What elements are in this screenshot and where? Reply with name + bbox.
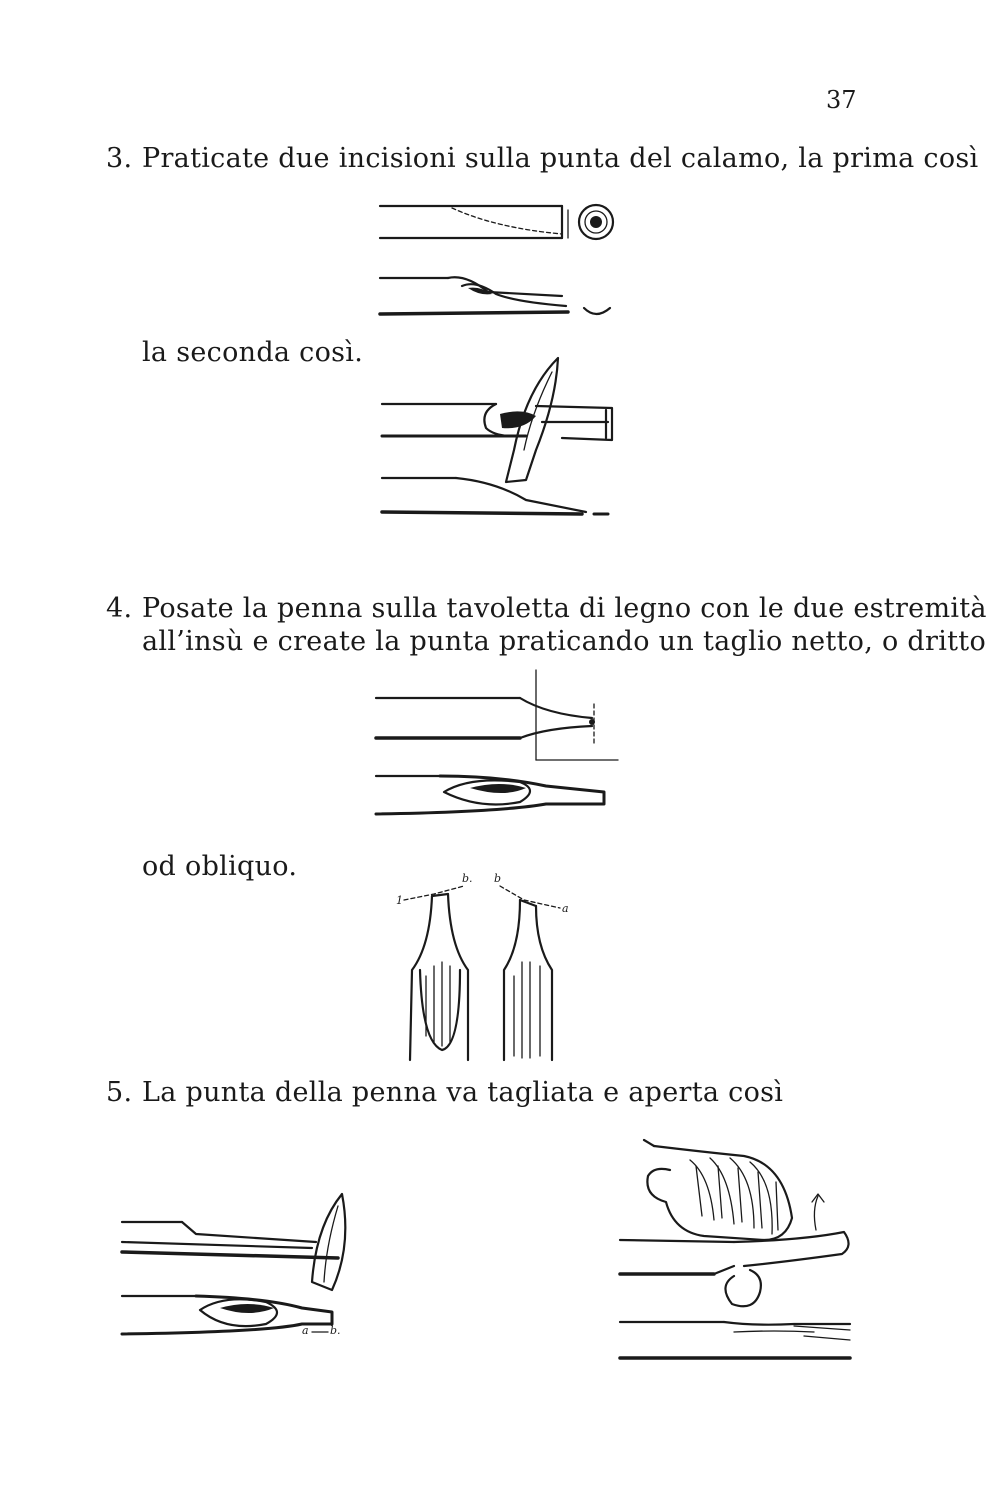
label-1: 1 — [396, 894, 403, 907]
label-b-right: b — [494, 872, 502, 885]
label-a: a — [562, 902, 569, 915]
step-3-number: 3. — [106, 143, 133, 174]
step-3-line-1 — [106, 142, 979, 175]
figure-second-incision — [376, 350, 626, 525]
step-5-line-1 — [106, 1076, 783, 1109]
figure-straight-cut — [370, 664, 622, 824]
page-number: 37 — [826, 86, 857, 114]
label-b-left: b. — [462, 872, 473, 885]
step-5-number: 5. — [106, 1077, 133, 1108]
figure-first-incision — [376, 196, 626, 326]
label-cut-b: b. — [330, 1324, 341, 1337]
step-3-second-text: la seconda così. — [142, 337, 364, 368]
figure-hand-opening — [614, 1136, 858, 1366]
label-cut-a: a — [302, 1324, 309, 1337]
step-4-line-1 — [106, 592, 987, 625]
step-3-text: Praticate due incisioni sulla punta del calamo, la prima così — [142, 143, 979, 174]
figure-tip-cut — [116, 1186, 366, 1346]
step-4-text: Posate la penna sulla tavoletta di legno con le due estremità — [142, 593, 987, 624]
step-5-text: La punta della penna va tagliata e aperta così — [142, 1077, 784, 1108]
figure-oblique-cut — [390, 866, 590, 1062]
step-4-number: 4. — [106, 593, 133, 624]
step-4-line-3: od obliquo. — [142, 851, 298, 882]
step-4-line-2: all’insù e create la punta praticando un taglio netto, o dritto — [142, 626, 986, 657]
